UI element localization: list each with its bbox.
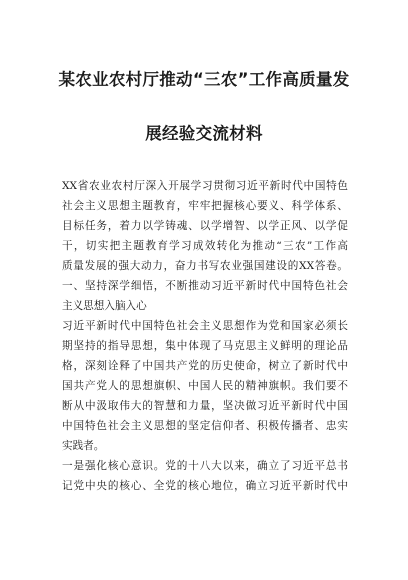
paragraph-line: 中国特色社会主义思想的坚定信仰者、积极传播者、忠实 xyxy=(62,420,348,432)
section-heading-line: 一、坚持深学细悟，不断推动习近平新时代中国特色社会 xyxy=(62,280,348,292)
section-heading-line: 主义思想入脑入心 xyxy=(62,300,147,312)
document-title-line-1: 某农业农村厅推动“三农”工作高质量发 xyxy=(58,70,350,89)
paragraph-line: 干，切实把主题教育学习成效转化为推动“三农”工作高 xyxy=(62,240,348,252)
paragraph-line: 断从中汲取伟大的智慧和力量，坚决做习近平新时代中国 xyxy=(62,400,348,412)
paragraph-line: 期坚持的指导思想，集中体现了马克思主义鲜明的理论品 xyxy=(62,340,348,352)
paragraph-line: 国共产党人的思想旗帜、中国人民的精神旗帜。我们要不 xyxy=(62,380,348,392)
paragraph-line: 一是强化核心意识。党的十八大以来，确立了习近平总书 xyxy=(62,460,348,472)
paragraph-line: 习近平新时代中国特色社会主义思想作为党和国家必须长 xyxy=(62,320,348,332)
paragraph-line: XX省农业农村厅深入开展学习贯彻习近平新时代中国特色 xyxy=(62,180,348,192)
document-body xyxy=(62,176,348,496)
paragraph-line: 质量发展的强大动力，奋力书写农业强国建设的XX答卷。 xyxy=(62,260,348,272)
paragraph-line: 格，深刻诠释了中国共产党的历史使命，树立了新时代中 xyxy=(62,360,348,372)
paragraph-line: 实践者。 xyxy=(62,440,105,452)
paragraph-line: 社会主义思想主题教育，牢牢把握核心要义、科学体系、 xyxy=(62,200,348,212)
paragraph-line: 记党中央的核心、全党的核心地位，确立习近平新时代中 xyxy=(62,480,348,492)
document-title-line-2: 展经验交流材料 xyxy=(145,124,263,143)
paragraph-line: 目标任务，着力以学铸魂、以学增智、以学正风、以学促 xyxy=(62,220,348,232)
